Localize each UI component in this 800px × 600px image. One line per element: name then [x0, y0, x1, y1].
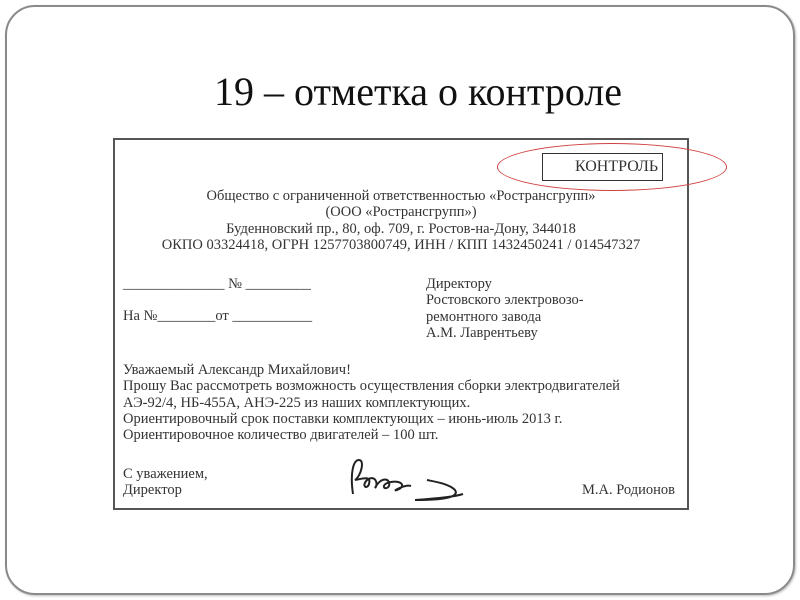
closing-line: С уважением,: [123, 466, 208, 482]
slide-title: 19 – отметка о контроле: [213, 69, 623, 114]
letter-document: [113, 138, 689, 510]
letterhead-line: ОКПО 03324418, ОГРН 1257703800749, ИНН / КПП 1432450241 / 014547327: [161, 236, 641, 253]
highlight-ellipse: [497, 143, 727, 191]
addressee-line: Ростовского электровозо-: [426, 292, 584, 309]
body-line: Ориентировочный срок поставки комплектующих – июнь-июль 2013 г.: [123, 410, 563, 427]
reply-to-field: На №________от ___________: [123, 308, 313, 325]
letterhead: [115, 188, 687, 253]
addressee-line: Директору: [426, 276, 492, 292]
signer-name: М.А. Родионов: [581, 482, 675, 498]
control-mark: КОНТРОЛЬ: [542, 153, 663, 181]
letterhead-line: Общество с ограниченной ответственностью «Ространсгрупп»: [206, 188, 596, 204]
closing: [123, 466, 208, 499]
letterhead-line: (ООО «Ространсгрупп»): [325, 204, 477, 221]
addressee-line: А.М. Лаврентьеву: [426, 324, 538, 341]
salutation: Уважаемый Александр Михайлович!: [123, 362, 351, 378]
reg-number-field: ______________ № _________: [123, 276, 311, 292]
body-line: Ориентировочное количество двигателей – 100 шт.: [123, 427, 439, 444]
addressee: [426, 276, 584, 341]
letterhead-line: Буденновский пр., 80, оф. 709, г. Ростов-на-Дону, 344018: [226, 220, 576, 237]
closing-line: Директор: [123, 482, 182, 499]
letter-body: [123, 362, 620, 443]
body-line: Прошу Вас рассмотреть возможность осуществления сборки электродвигателей: [123, 378, 620, 395]
body-line: АЭ-92/4, НБ-455А, АНЭ-225 из наших комплектующих.: [123, 394, 471, 411]
registration-fields: [123, 276, 312, 325]
addressee-line: ремонтного завода: [426, 308, 542, 325]
signature-image: [345, 454, 495, 502]
